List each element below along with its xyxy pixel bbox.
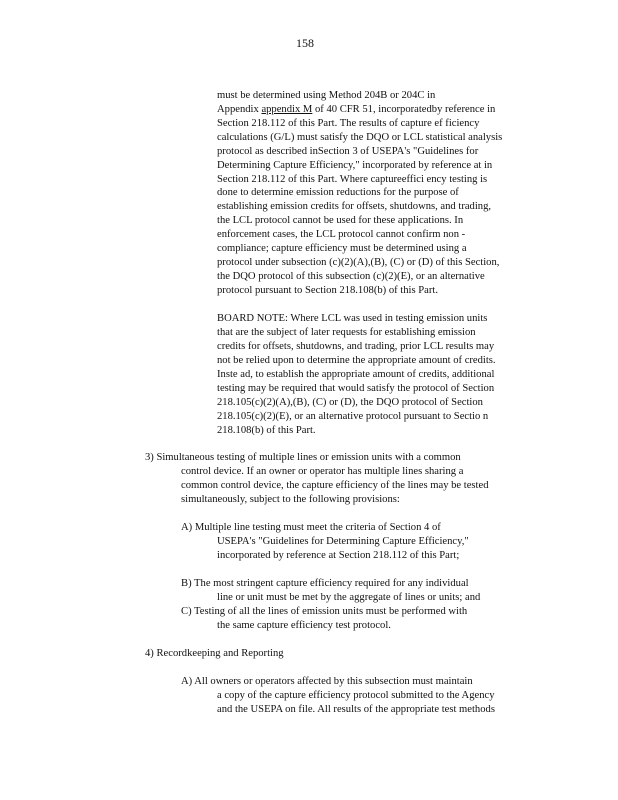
text-line <box>217 103 495 117</box>
text-line: a copy of the capture efficiency protocol submitted to the Agency <box>217 690 495 701</box>
text-line: 218.105(c)(2)(E), or an alternative protocol pursuant to Sectio n <box>217 411 489 422</box>
text-line: must be determined using Method 204B or 204C in <box>217 90 436 101</box>
text-line: C) Testing of all the lines of emission units must be performed with <box>181 606 468 617</box>
text-line: credits for offsets, shutdowns, and trading, prior LCL results may <box>217 341 495 352</box>
text-line: 3) Simultaneous testing of multiple lines or emission units with a common <box>145 452 461 463</box>
text-line: common control device, the capture efficiency of the lines may be tested <box>181 480 489 491</box>
text-line: simultaneously, subject to the following provisions: <box>181 494 400 505</box>
text-line: A) All owners or operators affected by this subsection must maintain <box>181 676 473 687</box>
text-line: BOARD NOTE: Where LCL was used in testing emission units <box>217 313 488 324</box>
text-line: protocol pursuant to Section 218.108(b) of this Part. <box>217 285 438 296</box>
text-line: incorporated by reference at Section 218.112 of this Part; <box>217 550 460 561</box>
underlined-inserted-text: appendix M <box>261 104 313 115</box>
text-line: line or unit must be met by the aggregate of lines or units; and <box>217 592 481 603</box>
text-line: testing may be required that would satisfy the protocol of Section <box>217 383 495 394</box>
text-line: protocol under subsection (c)(2)(A),(B), (C) or (D) of this Section, <box>217 257 500 268</box>
text-line: Determining Capture Efficiency," incorporated by reference at in <box>217 160 493 171</box>
text-line: done to determine emission reductions for the purpose of <box>217 187 459 198</box>
text-line: the DQO protocol of this subsection (c)(2)(E), or an alternative <box>217 271 485 282</box>
text-line: and the USEPA on file. All results of the appropriate test methods <box>217 704 495 715</box>
text-line: control device. If an owner or operator has multiple lines sharing a <box>181 466 464 477</box>
text-line: not be relied upon to determine the appropriate amount of credits. <box>217 355 496 366</box>
text-line: 4) Recordkeeping and Reporting <box>145 648 284 659</box>
text-line: enforcement cases, the LCL protocol cannot confirm non - <box>217 229 466 240</box>
text-line: 218.105(c)(2)(A),(B), (C) or (D), the DQO protocol of Section <box>217 397 483 408</box>
text-line: Section 218.112 of this Part. Where captureeffici ency testing is <box>217 174 488 185</box>
text-line: compliance; capture efficiency must be determined using a <box>217 243 467 254</box>
text-line: A) Multiple line testing must meet the criteria of Section 4 of <box>181 522 441 533</box>
text-line: B) The most stringent capture efficiency required for any individual <box>181 578 469 589</box>
text-segment: Appendix appendix M of 40 CFR 51, incorporatedby reference in <box>217 104 496 115</box>
text-line: protocol as described inSection 3 of USEPA's "Guidelines for <box>217 146 479 157</box>
text-line: calculations (G/L) must satisfy the DQO or LCL statistical analysis <box>217 132 503 143</box>
text-line: establishing emission credits for offsets, shutdowns, and trading, <box>217 201 492 212</box>
text-line: Section 218.112 of this Part. The results of capture ef ficiency <box>217 118 480 129</box>
text-line: the LCL protocol cannot be used for these applications. In <box>217 215 464 226</box>
text-line: USEPA's "Guidelines for Determining Capture Efficiency," <box>217 536 469 547</box>
text-line: Inste ad, to establish the appropriate amount of credits, additional <box>217 369 495 380</box>
text-line: the same capture efficiency test protocol. <box>217 620 391 631</box>
page-number: 158 <box>296 36 314 50</box>
text-line: that are the subject of later requests for establishing emission <box>217 327 476 338</box>
text-line: 218.108(b) of this Part. <box>217 425 316 436</box>
